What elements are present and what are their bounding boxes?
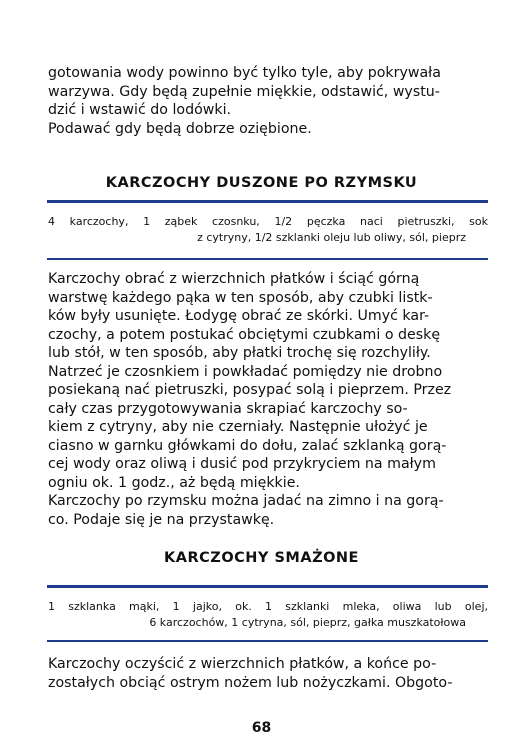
text-line: Karczochy po rzymsku można jadać na zimno i na gorą- — [48, 493, 444, 509]
text-line: ków były usunięte. Łodygę obrać ze skórki. Umyć kar- — [48, 308, 430, 324]
text-line: ogniu ok. 1 godz., aż będą miękkie. — [48, 474, 300, 491]
text-line: Karczochy oczyścić z wierzchnich płatków, a końce po- — [48, 656, 437, 672]
recipe2-body — [48, 655, 488, 692]
divider-rule — [47, 200, 488, 203]
text-line: gotowania wody powinno być tylko tyle, aby pokrywała — [48, 65, 441, 81]
intro-paragraph — [48, 64, 488, 138]
divider-rule — [47, 585, 488, 588]
recipe2-title: KARCZOCHY SMAŻONE — [164, 550, 359, 566]
recipe2-ingredients — [48, 599, 488, 631]
text-line: ciasno w garnku główkami do dołu, zalać szklanką gorą- — [48, 437, 447, 454]
ingredient-line: z cytryny, 1/2 szklanki oleju lub oliwy, sól, pieprz — [197, 231, 466, 244]
divider-rule — [47, 258, 488, 260]
text-line: dzić i wstawić do lodówki. — [48, 102, 232, 118]
text-line: Natrzeć je czosnkiem i powkładać pomiędzy nie drobno — [48, 363, 443, 380]
text-line: cały czas przygotowywania skrapiać karczochy so- — [48, 400, 408, 417]
ingredient-line: 6 karczochów, 1 cytryna, sól, pieprz, gałka muszkatołowa — [149, 616, 466, 629]
text-line: kiem z cytryny, aby nie czerniały. Następnie ułożyć je — [48, 419, 428, 435]
text-line: lub stół, w ten sposób, aby płatki trochę się rozchyliły. — [48, 345, 431, 361]
ingredient-line: 1 szklanka mąki, 1 jajko, ok. 1 szklanki mleka, oliwa lub olej, — [48, 600, 488, 613]
text-line: warstwę każdego pąka w ten sposób, aby czubki listk- — [48, 289, 433, 306]
text-line: posiekaną nać pietruszki, posypać solą i pieprzem. Przez — [48, 382, 452, 398]
text-line: co. Podaje się je na przystawkę. — [48, 511, 275, 528]
text-line: Karczochy obrać z wierzchnich płatków i ściąć górną — [48, 271, 420, 287]
text-line: cej wody oraz oliwą i dusić pod przykryciem na małym — [48, 456, 436, 472]
text-line: zostałych obciąć ostrym nożem lub nożyczkami. Obgoto- — [48, 674, 453, 691]
page-number: 68 — [251, 720, 272, 736]
recipe1-ingredients — [48, 214, 488, 246]
divider-rule — [47, 640, 488, 642]
ingredient-line: 4 karczochy, 1 ząbek czosnku, 1/2 pęczka naci pietruszki, sok — [48, 215, 488, 228]
recipe1-body — [48, 270, 488, 529]
text-line: Podawać gdy będą dobrze oziębione. — [48, 120, 312, 137]
text-line: warzywa. Gdy będą zupełnie miękkie, odstawić, wystu- — [48, 83, 440, 100]
recipe1-title: KARCZOCHY DUSZONE PO RZYMSKU — [105, 175, 418, 191]
text-line: czochy, a potem postukać obciętymi czubkami o deskę — [48, 326, 441, 343]
